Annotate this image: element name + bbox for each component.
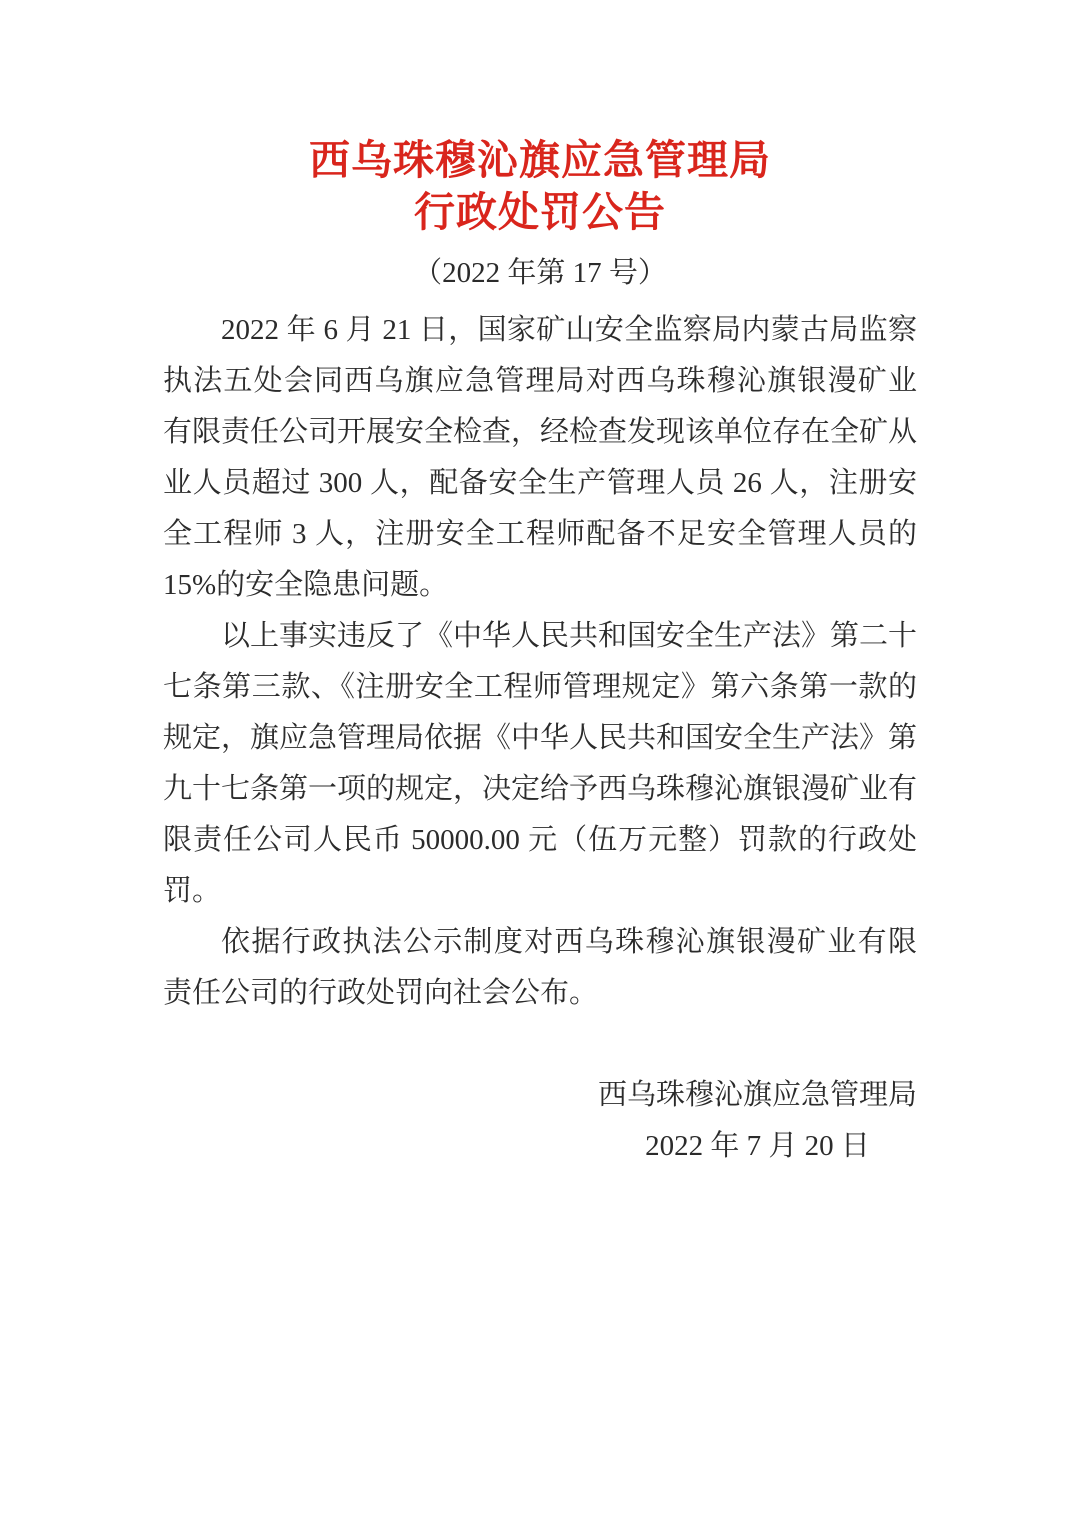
body-line: 罚。: [163, 875, 222, 907]
document-title-line1: 西乌珠穆沁旗应急管理局: [309, 137, 771, 183]
body-line: 依据行政执法公示制度对西乌珠穆沁旗银漫矿业有限: [221, 926, 917, 958]
signature-block: [163, 1070, 917, 1172]
document-title-block: [163, 0, 917, 238]
body-line: 责任公司的行政处罚向社会公布。: [163, 977, 599, 1009]
body-line: 限责任公司人民币 50000.00 元（伍万元整）罚款的行政处: [163, 824, 917, 856]
body-line: 七条第三款、《注册安全工程师管理规定》第六条第一款的: [163, 671, 917, 703]
body-line: 15%的安全隐患问题。: [163, 569, 449, 601]
body-line: 业人员超过 300 人，配备安全生产管理人员 26 人，注册安: [163, 467, 917, 499]
body-line: 以上事实违反了《中华人民共和国安全生产法》第二十: [221, 620, 918, 652]
document-number: （2022 年第 17 号）: [413, 257, 667, 289]
signature-inner: [598, 1070, 917, 1172]
signature-agency: 西乌珠穆沁旗应急管理局: [597, 1079, 917, 1111]
signature-date: 2022 年 7 月 20 日: [645, 1130, 870, 1162]
document-body: [163, 305, 917, 1019]
document-content: [163, 0, 917, 1172]
body-line: 有限责任公司开展安全检查，经检查发现该单位存在全矿从: [163, 416, 918, 448]
body-line: 九十七条第一项的规定，决定给予西乌珠穆沁旗银漫矿业有: [163, 773, 918, 805]
body-line: 全工程师 3 人，注册安全工程师配备不足安全管理人员的: [163, 518, 917, 550]
body-line: 2022 年 6 月 21 日，国家矿山安全监察局内蒙古局监察: [221, 314, 917, 346]
body-line: 规定，旗应急管理局依据《中华人民共和国安全生产法》第: [163, 722, 918, 754]
body-line: 执法五处会同西乌旗应急管理局对西乌珠穆沁旗银漫矿业: [163, 365, 917, 397]
document-title-line2: 行政处罚公告: [414, 189, 666, 235]
